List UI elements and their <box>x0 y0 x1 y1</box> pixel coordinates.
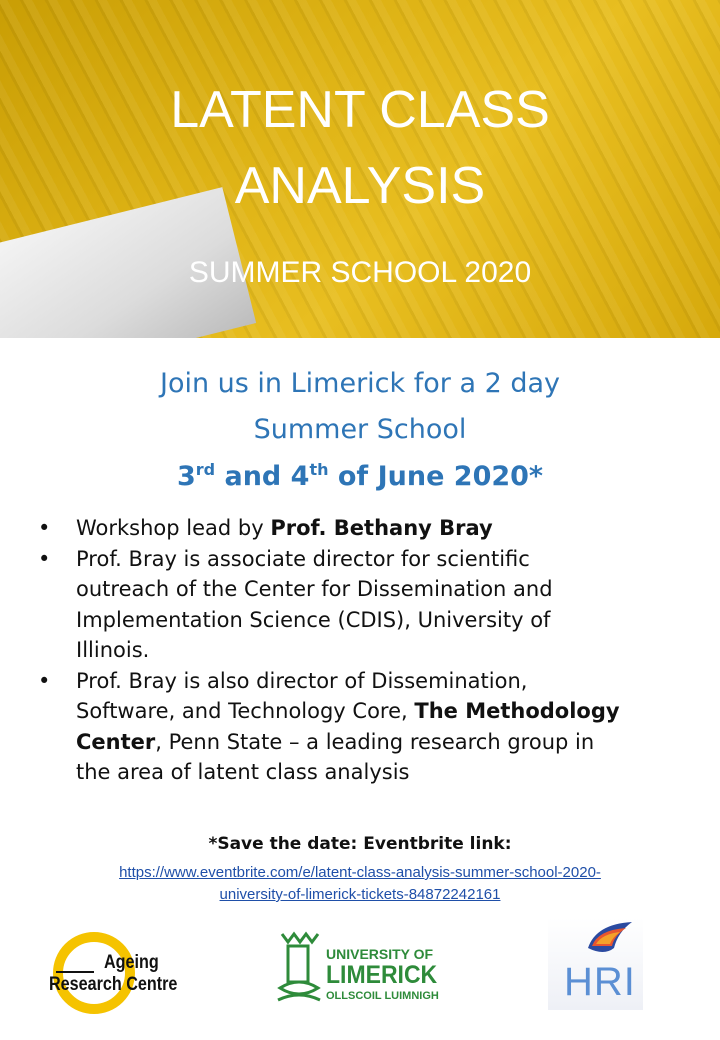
arc-logo-line2: Research Centre <box>49 974 178 995</box>
arc-logo-line1: Ageing <box>104 952 159 973</box>
intro-line2: Summer School <box>253 414 467 445</box>
bullet-item-director: • Prof. Bray is also director of Dissemination, Software, and Technology Core, The Methodology Center, Penn State – a leading research group in the area of latent class analysis <box>38 666 688 788</box>
bullet-list <box>38 513 688 788</box>
hero-title-line2: ANALYSIS <box>234 157 486 215</box>
eventbrite-link-line2[interactable]: university-of-limerick-tickets-84872242161 <box>219 886 501 903</box>
ul-logo-line2: LIMERICK <box>326 961 438 989</box>
intro-line1: Join us in Limerick for a 2 day <box>159 368 561 399</box>
ul-logo-line1: UNIVERSITY OF <box>326 946 434 962</box>
hri-logo-text: HRI <box>564 960 636 1004</box>
bullet-icon: • <box>38 516 51 540</box>
ul-logo-line3: OLLSCOIL LUIMNIGH <box>326 990 439 1002</box>
eventbrite-link-line1[interactable]: https://www.eventbrite.com/e/latent-class-analysis-summer-school-2020- <box>119 864 601 881</box>
hero-banner <box>0 0 720 338</box>
university-of-limerick-logo <box>274 930 454 1010</box>
ageing-research-centre-logo <box>42 928 202 1018</box>
bullet-icon: • <box>38 668 51 693</box>
hero-title-line1: LATENT CLASS <box>170 81 550 139</box>
bullet-item-associate-director: • Prof. Bray is associate director for scientific outreach of the Center for Dissemination and Implementation Science (CDIS), University of Illinois. <box>38 544 688 666</box>
hri-logo <box>548 918 643 1010</box>
bullet-icon: • <box>38 546 51 571</box>
ul-crest-icon <box>274 930 324 1006</box>
hero-subtitle: SUMMER SCHOOL 2020 <box>188 256 532 289</box>
save-the-date: *Save the date: Eventbrite link: <box>208 834 512 854</box>
event-date: 3rd and 4th of June 2020* <box>176 460 544 492</box>
bullet-item-workshop: • Workshop lead by Prof. Bethany Bray <box>38 513 688 544</box>
